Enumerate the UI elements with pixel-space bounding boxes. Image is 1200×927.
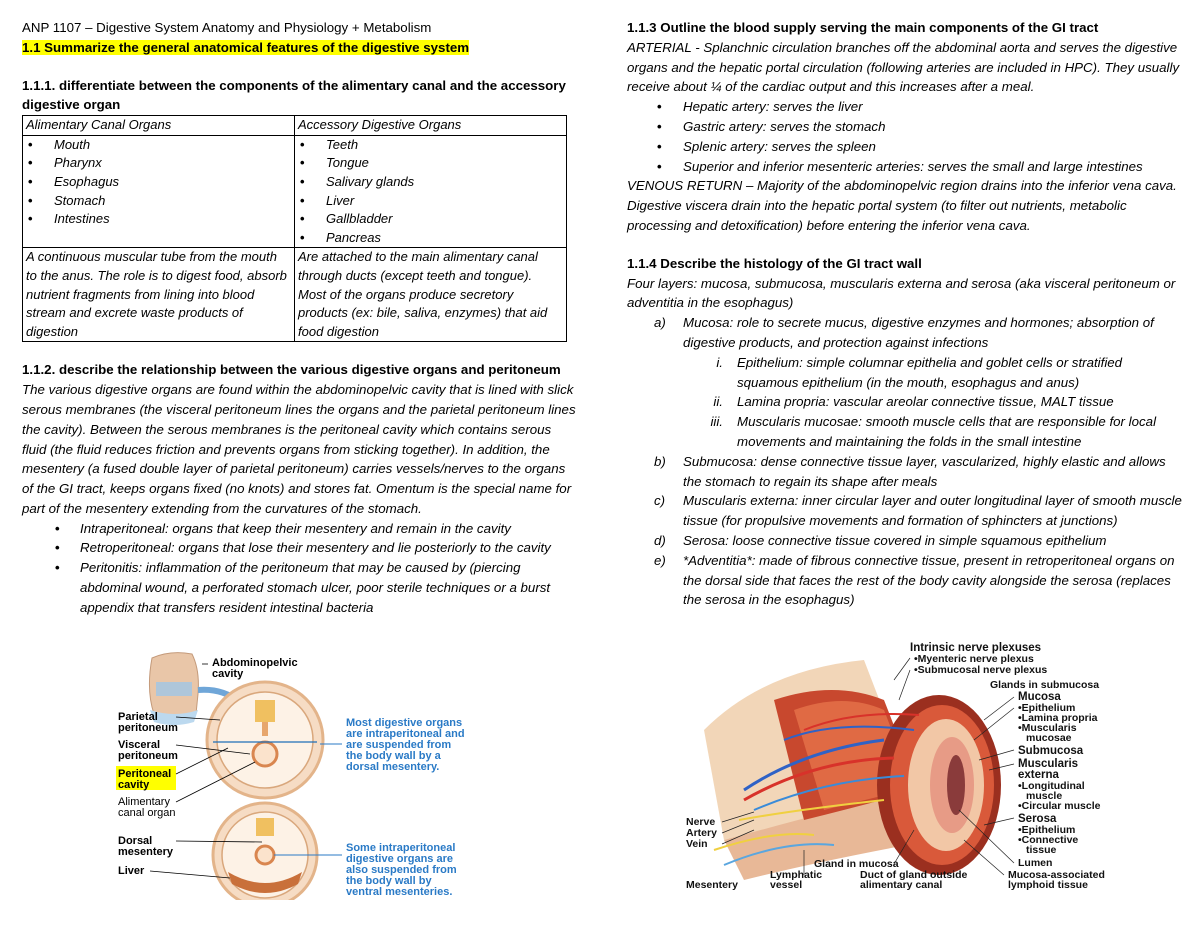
- label-mucosae: mucosae: [1026, 732, 1072, 744]
- list-item: [627, 531, 1182, 551]
- label-vein: Vein: [686, 838, 708, 850]
- note-line: the body wall by a: [346, 750, 441, 762]
- label-cavity-top: cavity: [212, 668, 244, 680]
- label-alimentary-canal: alimentary canal: [860, 879, 943, 891]
- list-item: • Tongue: [298, 154, 563, 173]
- venous-paragraph: VENOUS RETURN – Majority of the abdominopelvic region drains into the inferior vena cava. Digestive viscera drain into the hepatic portal system (to filter out nutrients, metabolic processing and detoxification) before entering the inferior vena cava.: [627, 178, 1177, 233]
- note-ventral: [346, 842, 457, 898]
- list-item: • Mouth: [26, 136, 291, 155]
- list-item: • Pancreas: [298, 229, 563, 248]
- label-connective: •Connective: [1018, 834, 1079, 846]
- label-mesentery: Mesentery: [686, 879, 738, 891]
- section-114-heading: 1.1.4 Describe the histology of the GI tract wall: [627, 255, 922, 271]
- list-item: • Salivary glands: [298, 173, 563, 192]
- label-tissue: tissue: [1026, 844, 1057, 856]
- arteries-bullets: [627, 97, 1182, 176]
- label-abdominopelvic: Abdominopelvic: [212, 657, 298, 669]
- list-text: Muscularis externa: inner circular layer and outer longitudinal layer of smooth muscle tissue (for propulsive movements and formation of sphincters at junctions): [683, 493, 1182, 529]
- list-marker: a): [654, 315, 666, 331]
- label-peritoneum-2: peritoneum: [118, 750, 178, 762]
- list-text: Lamina propria: vascular areolar connective tissue, MALT tissue: [737, 394, 1114, 410]
- label-mucosa: Mucosa: [1018, 691, 1061, 703]
- cross-section-bottom: [213, 803, 317, 900]
- label-intrinsic: Intrinsic nerve plexuses: [910, 642, 1042, 654]
- tract-illustration: [704, 660, 1001, 880]
- note-line: also suspended from: [346, 864, 457, 876]
- section-111-heading: 1.1.1. differentiate between the components of the alimentary canal and the accessory digestive organ: [22, 77, 566, 113]
- list-item: [627, 551, 1182, 610]
- list-item: • Peritonitis: inflammation of the peritoneum that may be caused by (piercing abdominal wound, a perforated stomach ulcer, poor sterile techniques or a burst appendix that transfers resident intestinal bacteria: [22, 558, 577, 617]
- label-muscularis: •Muscularis: [1018, 722, 1077, 734]
- col2-description: Are attached to the main alimentary canal through ducts (except teeth and tongue). Most of the organs produce secretory products (ex: bile, saliva, enzymes) that aid food digestion: [295, 248, 567, 342]
- list-item: • Gallbladder: [298, 210, 563, 229]
- label-liver: Liver: [118, 865, 145, 877]
- section-1-1-heading: 1.1 Summarize the general anatomical features of the digestive system: [22, 39, 470, 55]
- layers-list: [627, 313, 1182, 353]
- note-line: Some intraperitoneal: [346, 842, 456, 854]
- label-serosa: Serosa: [1018, 813, 1057, 825]
- list-text: Mucosa: role to secrete mucus, digestive enzymes and hormones; absorption of digestive products, and protection against infections: [683, 315, 1154, 350]
- list-item: • Teeth: [298, 136, 563, 155]
- label-submucosal: •Submucosal nerve plexus: [914, 664, 1048, 676]
- mucosa-sublist: [627, 353, 1182, 452]
- label-peritoneum-1: peritoneum: [118, 722, 178, 734]
- label-lumen: Lumen: [1018, 857, 1053, 869]
- list-text: Epithelium: simple columnar epithelia and goblet cells or stratified squamous epithelium (in the mouth, esophagus and anus): [737, 354, 1123, 390]
- list-item: [627, 353, 1182, 393]
- label-visceral: Visceral: [118, 739, 161, 751]
- arterial-paragraph: ARTERIAL - Splanchnic circulation branches off the abdominal aorta and serves the digestive organs and the hepatic portal circulation (following arteries are included in HPC). They usually receive about ¼ of the cardiac output and this increases after a meal.: [627, 39, 1180, 95]
- section-112-heading: 1.1.2. describe the relationship between the various digestive organs and peritoneum: [22, 362, 561, 378]
- label-epithelium-2: •Epithelium: [1018, 824, 1076, 836]
- list-marker: d): [654, 532, 666, 548]
- list-text: *Adventitia*: made of fibrous connective tissue, present in retroperitoneal organs on the dorsal side that faces the rest of the body cavity alongside the serosa (replaces the serosa in the esophagus): [683, 552, 1175, 608]
- layers-list-continued: [627, 452, 1182, 610]
- list-marker: ii.: [713, 394, 723, 410]
- accessory-list: [298, 136, 563, 248]
- list-item: • Intestines: [26, 210, 291, 229]
- alimentary-list: [26, 136, 291, 229]
- cross-section-top: [207, 682, 323, 798]
- note-line: Most digestive organs: [346, 717, 463, 729]
- list-item: • Pharynx: [26, 154, 291, 173]
- label-canal-organ: canal organ: [118, 807, 176, 819]
- label-malt: Mucosa-associated: [1008, 869, 1105, 881]
- label-dorsal: Dorsal: [118, 835, 153, 847]
- label-duct: Duct of gland outside: [860, 869, 968, 881]
- right-column: [627, 18, 1182, 610]
- histology-intro: Four layers: mucosa, submucosa, muscularis externa and serosa (aka visceral peritoneum or adventitia in the esophagus): [627, 275, 1176, 311]
- list-item: • Retroperitoneal: organs that lose their mesentery and lie posteriorly to the cavity: [22, 538, 577, 558]
- list-item: • Stomach: [26, 192, 291, 211]
- label-artery: Artery: [686, 827, 717, 839]
- label-externa: externa: [1018, 769, 1059, 781]
- label-muscle: muscle: [1026, 790, 1063, 802]
- list-item: • Splenic artery: serves the spleen: [627, 137, 1182, 157]
- note-line: are intraperitoneal and: [346, 728, 465, 740]
- label-muscularis-externa: Muscularis: [1018, 758, 1079, 770]
- col2-header: Accessory Digestive Organs: [295, 116, 567, 136]
- label-circular: •Circular muscle: [1018, 800, 1101, 812]
- list-item: • Intraperitoneal: organs that keep their mesentery and remain in the cavity: [22, 519, 577, 539]
- label-submucosa: Submucosa: [1018, 745, 1084, 757]
- list-item: • Esophagus: [26, 173, 291, 192]
- label-peritoneal: Peritoneal: [118, 768, 172, 780]
- list-item: • Gastric artery: serves the stomach: [627, 117, 1182, 137]
- section-112-paragraph: The various digestive organs are found within the abdominopelvic cavity that is lined with slick serous membranes (the visceral peritoneum lines the organs and the parietal peritoneum lines the cavity). Between the serous membranes is the peritoneal cavity which contains serous fluid (the fluid reduces friction and prevents organs from sticking together). In addition, the mesentery (a fused double layer of parietal peritoneum) carries vessels/nerves to the organs of the GI tract, keeps organs fixed (no knots) and stores fat. Omentum is the special name for part of the mesentery extending from the curvatures of the stomach.: [22, 382, 576, 516]
- label-lymphatic: Lymphatic: [770, 869, 823, 881]
- peritoneum-figure: [110, 650, 510, 900]
- left-labels: [116, 711, 178, 877]
- section-113-heading: 1.1.3 Outline the blood supply serving the main components of the GI tract: [627, 20, 1099, 35]
- list-item: [627, 491, 1182, 531]
- note-dorsal: [346, 717, 465, 773]
- col1-header: Alimentary Canal Organs: [23, 116, 295, 136]
- list-marker: i.: [716, 354, 723, 370]
- label-gland-mucosa: Gland in mucosa: [814, 858, 899, 870]
- list-text: Submucosa: dense connective tissue layer, vascularized, highly elastic and allows the stomach to regain its shape after meals: [683, 453, 1166, 489]
- list-marker: b): [654, 453, 666, 469]
- note-line: ventral mesenteries.: [346, 886, 453, 898]
- label-alimentary: Alimentary: [118, 796, 170, 808]
- list-marker: iii.: [710, 414, 723, 430]
- label-mesentery: mesentery: [118, 846, 174, 858]
- note-line: digestive organs are: [346, 853, 453, 865]
- label-glands-submucosa: Glands in submucosa: [990, 679, 1100, 691]
- peritoneum-bullets: [22, 519, 577, 618]
- list-marker: e): [654, 552, 666, 568]
- list-item: • Hepatic artery: serves the liver: [627, 97, 1182, 117]
- label-lamina: •Lamina propria: [1018, 712, 1098, 724]
- left-column: [22, 18, 577, 618]
- label-nerve: Nerve: [686, 816, 716, 828]
- note-line: are suspended from: [346, 739, 452, 751]
- list-item: [627, 412, 1182, 452]
- list-marker: c): [654, 493, 666, 509]
- list-text: Serosa: loose connective tissue covered in simple squamous epithelium: [683, 532, 1107, 548]
- list-item: • Liver: [298, 192, 563, 211]
- note-line: the body wall by: [346, 875, 432, 887]
- label-cavity: cavity: [118, 779, 150, 791]
- label-vessel: vessel: [770, 879, 803, 891]
- list-item: [627, 452, 1182, 492]
- list-item: • Superior and inferior mesenteric arteries: serves the small and large intestines: [627, 157, 1182, 177]
- label-epithelium: •Epithelium: [1018, 702, 1076, 714]
- list-text: Muscularis mucosae: smooth muscle cells that are responsible for local movements and maintaining the folds in the small intestine: [737, 414, 1157, 449]
- note-line: dorsal mesentery.: [346, 761, 440, 773]
- doc-title: ANP 1107 – Digestive System Anatomy and Physiology + Metabolism: [22, 20, 432, 35]
- organ-comparison-table: [22, 115, 567, 342]
- col1-description: A continuous muscular tube from the mouth to the anus. The role is to digest food, absorb nutrient fragments from lining into blood stream and excrete waste products of digestion: [23, 248, 295, 342]
- label-lymphoid: lymphoid tissue: [1008, 879, 1088, 891]
- list-item: [627, 313, 1182, 353]
- label-longitudinal: •Longitudinal: [1018, 780, 1085, 792]
- label-myenteric: •Myenteric nerve plexus: [914, 653, 1034, 665]
- gi-wall-figure: [684, 640, 1124, 895]
- list-item: [627, 392, 1182, 412]
- label-parietal: Parietal: [118, 711, 158, 723]
